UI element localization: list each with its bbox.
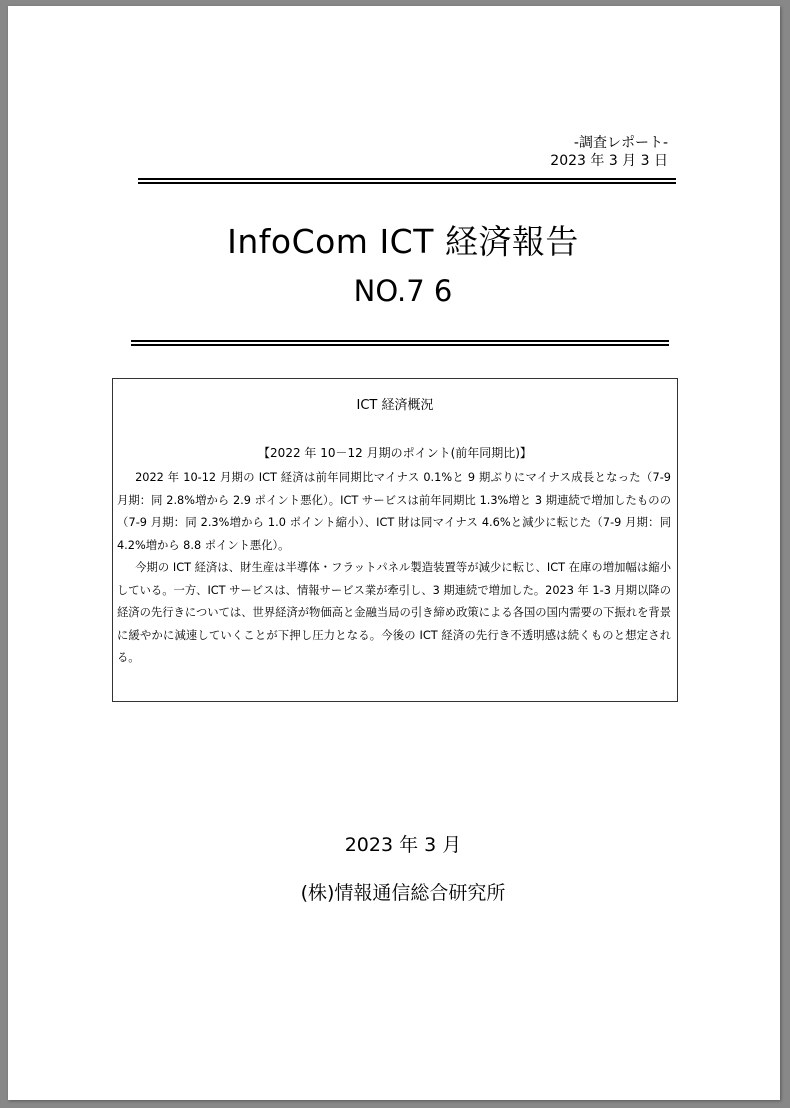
- summary-paragraph: 2022 年 10-12 月期の ICT 経済は前年同期比マイナス 0.1%と 9 期ぶりにマイナス成長となった（7-9 月期：同 2.8%増から 2.9 ポイント悪化）。ICT サービスは前年同期比 1.3%増と 3 期連続で増加したものの（7-9 月期：同 2.3%増から 1.0 ポイント縮小）、ICT 財は同マイナス 4.6%と減少に転じた（7-9 月期：同 4.2%増から 8.8 ポイント悪化）。: [117, 471, 671, 552]
- summary-heading: ICT 経済概況: [356, 398, 434, 413]
- report-type-label: -調査レポート-: [573, 135, 668, 151]
- top-double-rule: [138, 178, 676, 184]
- organization-name: (株)情報通信総合研究所: [300, 882, 506, 904]
- summary-subheading: 【2022 年 10－12 月期のポイント(前年同期比)】: [258, 446, 532, 460]
- summary-paragraph: 今期の ICT 経済は、財生産は半導体・フラットパネル製造装置等が減少に転じ、ICT 在庫の増加幅は縮小している。一方、ICT サービスは、情報サービス業が牽引し、3 期連続で増加した。2023 年 1-3 月期以降の経済の先行きについては、世界経済が物価高と金融当局の引き締め政策による各国の国内需要の下振れを背景に緩やかに減速していくことが下押し圧力となる。今後の ICT 経済の先行き不透明感は続くものと想定される。: [117, 561, 671, 664]
- report-number: NO.7 6: [353, 274, 453, 308]
- document-page: [8, 6, 780, 1100]
- middle-double-rule: [131, 340, 669, 346]
- publication-date: 2023 年 3 月: [344, 834, 462, 856]
- report-title: InfoCom ICT 経済報告: [227, 222, 579, 261]
- summary-box: [112, 378, 678, 702]
- summary-body: [117, 467, 671, 670]
- report-header: [550, 134, 668, 170]
- report-date: 2023 年 3 月 3 日: [550, 153, 668, 169]
